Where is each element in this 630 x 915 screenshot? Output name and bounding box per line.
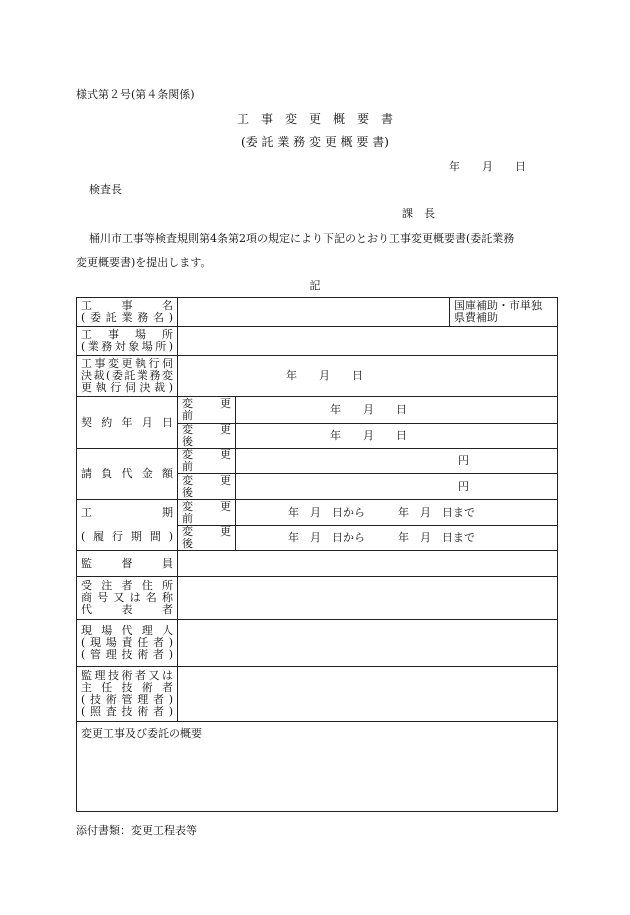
contract-after-date[interactable]: 年 月 日 [236,424,558,449]
period-before-field[interactable]: 年 月 日から 年 月 日まで [236,500,558,526]
contractor-field[interactable] [178,577,558,620]
body-text-line-2: 変更概要書)を提出します。 [76,256,212,269]
contract-before-label: 変 更 前 [178,397,236,424]
contractor-label: 受注者住所 商号又は名称 代 表 者 [77,577,178,620]
period-label: 工 期 (履行期間) [77,500,178,551]
attachments-note: 添付書類：変更工程表等 [76,824,197,837]
engineer-label: 監理技術者又は 主任技術者 (技術管理者) (照査技術者) [77,667,178,722]
approval-date[interactable]: 年 月 日 [178,356,558,397]
change-summary-field[interactable] [77,722,558,812]
addressee: 検査長 [89,183,122,196]
document-subtitle: (委 託 業 務 変 更 概 要 書) [241,135,389,149]
contract-date-label: 契約年月日 [77,397,178,449]
amount-after-label: 変 更 後 [178,474,236,500]
supervisor-field[interactable] [178,551,558,577]
location-field[interactable] [178,327,558,356]
site-agent-field[interactable] [178,620,558,667]
contract-before-date[interactable]: 年 月 日 [236,397,558,424]
approval-label: 工事変更執行伺 決裁(委託業務変 更執行伺決裁) [77,356,178,397]
period-after-label: 変 更 後 [178,526,236,551]
period-after-field[interactable]: 年 月 日から 年 月 日まで [236,526,558,551]
project-name-field[interactable] [178,298,450,327]
body-text-line-1: 桶川市工事等検査規則第4条第2項の規定により下記のとおり工事変更概要書(委託業務 [89,232,515,245]
location-label: 工事場所 (業務対象場所) [77,327,178,356]
sender-title: 課 長 [402,207,435,220]
submission-date: 年 月 日 [449,160,526,173]
subsidy-type-cell: 国庫補助・市単独 県費補助 [450,298,558,327]
amount-after-field[interactable]: 円 [236,474,558,500]
supervisor-label: 監 督 員 [77,551,178,577]
form-number: 様式第２号(第４条関係) [76,88,195,101]
change-summary-table [76,297,558,812]
amount-before-field[interactable]: 円 [236,449,558,474]
contract-after-label: 変 更 後 [178,424,236,449]
contract-amount-label: 請負代金額 [77,449,178,500]
ki-mark: 記 [309,279,321,292]
amount-before-label: 変 更 前 [178,449,236,474]
project-name-label: 工 事 名 (委託業務名) [77,298,178,327]
engineer-field[interactable] [178,667,558,722]
period-before-label: 変 更 前 [178,500,236,526]
site-agent-label: 現場代理人 (現場責任者) (管理技術者) [77,620,178,667]
change-summary-label: 変更工事及び委託の概要 [81,727,202,740]
document-title: 工 事 変 更 概 要 書 [236,112,393,126]
